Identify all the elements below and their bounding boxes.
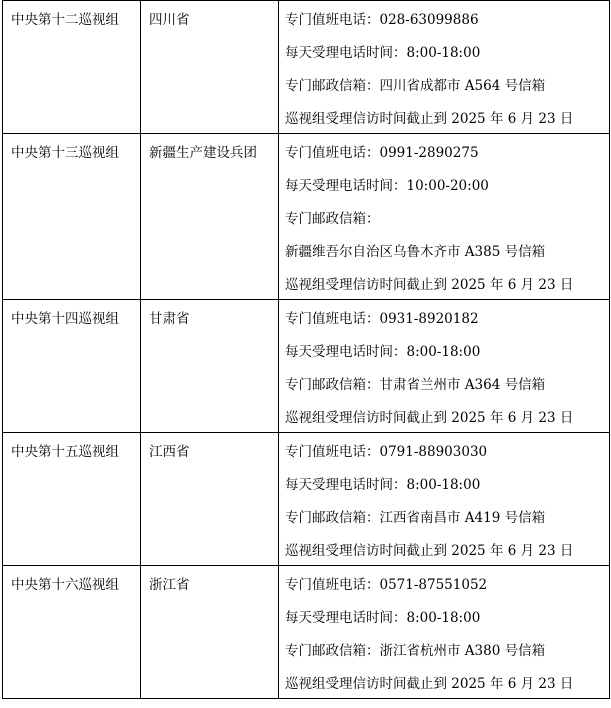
info-line: 每天受理电话时间：10:00-20:00 — [285, 178, 489, 194]
info-line: 每天受理电话时间：8:00-18:00 — [285, 477, 481, 493]
table-row — [3, 433, 610, 566]
info-line: 专门邮政信箱：四川省成都市 A564 号信箱 — [285, 78, 546, 94]
group-cell — [3, 300, 141, 433]
group-cell — [3, 566, 141, 699]
info-line: 专门值班电话：0931-8920182 — [285, 311, 479, 327]
region-cell — [141, 1, 279, 134]
contact-info-cell — [279, 566, 610, 699]
contact-info-cell — [279, 433, 610, 566]
contact-info-cell — [279, 300, 610, 433]
contact-info-cell — [279, 1, 610, 134]
group-cell — [3, 433, 141, 566]
info-line: 专门邮政信箱：江西省南昌市 A419 号信箱 — [285, 510, 546, 526]
info-line: 新疆维吾尔自治区乌鲁木齐市 A385 号信箱 — [285, 244, 546, 260]
info-line: 巡视组受理信访时间截止到 2025 年 6 月 23 日 — [285, 543, 574, 559]
inspection-groups-table — [2, 0, 610, 699]
info-line: 巡视组受理信访时间截止到 2025 年 6 月 23 日 — [285, 111, 574, 127]
region-name: 四川省 — [149, 12, 190, 28]
group-cell — [3, 1, 141, 134]
info-line: 专门值班电话：0991-2890275 — [285, 145, 479, 161]
info-line: 专门值班电话：0571-87551052 — [285, 577, 488, 593]
info-line: 专门值班电话：0791-88903030 — [285, 444, 488, 460]
table-row — [3, 566, 610, 699]
region-name: 甘肃省 — [149, 311, 190, 327]
region-cell — [141, 300, 279, 433]
region-name: 江西省 — [149, 444, 190, 460]
group-name: 中央第十三巡视组 — [11, 145, 119, 161]
table-row — [3, 134, 610, 300]
region-name: 新疆生产建设兵团 — [149, 145, 257, 161]
info-line: 专门邮政信箱：浙江省杭州市 A380 号信箱 — [285, 643, 546, 659]
group-name: 中央第十六巡视组 — [11, 577, 119, 593]
region-cell — [141, 134, 279, 300]
info-line: 专门邮政信箱：甘肃省兰州市 A364 号信箱 — [285, 377, 546, 393]
group-name: 中央第十二巡视组 — [11, 12, 119, 28]
info-line: 专门值班电话：028-63099886 — [285, 12, 479, 28]
info-line: 每天受理电话时间：8:00-18:00 — [285, 344, 481, 360]
contact-info-cell — [279, 134, 610, 300]
info-line: 专门邮政信箱： — [285, 211, 380, 227]
group-name: 中央第十四巡视组 — [11, 311, 119, 327]
region-name: 浙江省 — [149, 577, 190, 593]
table-row — [3, 300, 610, 433]
table-row — [3, 1, 610, 134]
info-line: 巡视组受理信访时间截止到 2025 年 6 月 23 日 — [285, 676, 574, 692]
group-name: 中央第十五巡视组 — [11, 444, 119, 460]
region-cell — [141, 433, 279, 566]
info-line: 每天受理电话时间：8:00-18:00 — [285, 610, 481, 626]
region-cell — [141, 566, 279, 699]
info-line: 巡视组受理信访时间截止到 2025 年 6 月 23 日 — [285, 277, 574, 293]
info-line: 每天受理电话时间：8:00-18:00 — [285, 45, 481, 61]
info-line: 巡视组受理信访时间截止到 2025 年 6 月 23 日 — [285, 410, 574, 426]
group-cell — [3, 134, 141, 300]
